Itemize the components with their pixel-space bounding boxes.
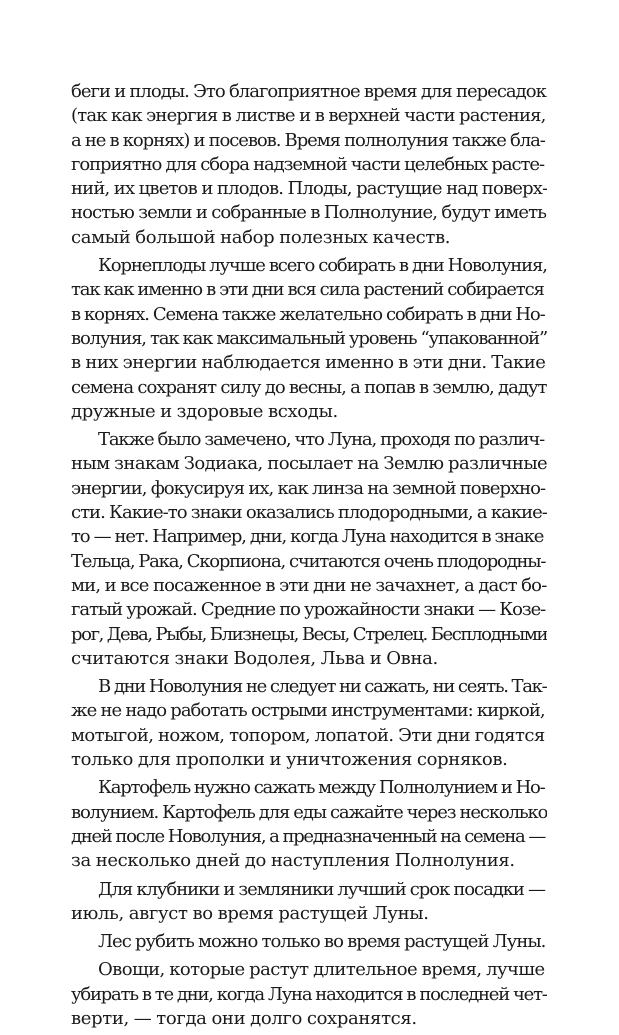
text-line: Также было замечено, что Луна, проходя по различ- [98, 429, 545, 451]
text-line: же не надо работать острыми инструментами: киркой, [71, 700, 545, 722]
text-line: рог, Дева, Рыбы, Близнецы, Весы, Стрелец. Бесплодными [71, 623, 547, 645]
text-line: волуния, так как максимальный уровень “упакованной” [71, 327, 547, 349]
text-line: в них энергии наблюдается именно в эти дни. Такие [71, 352, 546, 374]
text-line: самый большой набор полезных качеств. [71, 226, 451, 248]
text-line: Тельца, Рака, Скорпиона, считаются очень плодородны- [71, 550, 546, 572]
text-line: то — нет. Например, дни, когда Луна находится в знаке [71, 526, 544, 548]
paragraph-8 [71, 958, 547, 1031]
text-line: верти, — тогда они долго сохранятся. [71, 1007, 417, 1029]
text-line: Для клубники и земляники лучший срок посадки — [98, 878, 545, 900]
text-line: гоприятно для сбора надземной части целебных расте- [71, 153, 545, 175]
text-line: июль, август во время растущей Луны. [71, 902, 429, 924]
text-line: только для прополки и уничтожения сорняков. [71, 749, 508, 771]
paragraph-4 [71, 675, 547, 772]
paragraph-5 [71, 776, 547, 873]
text-line: так как именно в эти дни вся сила растений собирается [71, 279, 544, 301]
text-line: ми, и все посаженное в эти дни не зачахнет, а даст бо- [71, 574, 547, 596]
text-line: дружные и здоровые всходы. [71, 400, 338, 422]
text-line: сти. Какие-то знаки оказались плодородными, а какие- [71, 502, 547, 524]
text-line: дней после Новолуния, а предназначенный на семена — [71, 825, 546, 847]
text-line: ностью земли и собранные в Полнолуние, будут иметь [71, 202, 547, 224]
paragraph-1 [71, 80, 547, 250]
text-line: гатый урожай. Средние по урожайности знаки — Козе- [71, 599, 546, 621]
text-line: беги и плоды. Это благоприятное время для пересадок [71, 81, 546, 102]
text-line: В дни Новолуния не следует ни сажать, ни сеять. Так- [98, 676, 547, 698]
text-line: Лес рубить можно только во время растущей Луны. [98, 931, 546, 953]
text-line: ным знакам Зодиака, посылает на Землю различные [71, 453, 547, 475]
paragraph-3 [71, 428, 547, 671]
text-line: Корнеплоды лучше всего собирать в дни Новолуния, [98, 255, 547, 277]
text-line: а не в корнях) и посевов. Время полнолуния также бла- [71, 129, 545, 151]
text-line: семена сохранят силу до весны, а попав в землю, дадут [71, 376, 547, 398]
text-line: убирать в те дни, когда Луна находится в последней чет- [71, 983, 547, 1005]
text-line: волунием. Картофель для еды сажайте через несколько [71, 801, 547, 823]
book-page [71, 80, 547, 1035]
paragraph-2 [71, 254, 547, 424]
paragraph-7 [71, 930, 547, 954]
text-line: мотыгой, ножом, топором, лопатой. Эти дни годятся [71, 724, 545, 746]
text-line: Овощи, которые растут длительное время, лучше [98, 959, 545, 981]
text-line: ний, их цветов и плодов. Плоды, растущие над поверх- [71, 178, 547, 200]
text-line: Картофель нужно сажать между Полнолунием и Но- [98, 777, 545, 799]
text-line: за несколько дней до наступления Полнолуния. [71, 850, 515, 872]
text-line: (так как энергия в листве и в верхней части растения, [71, 105, 546, 127]
text-line: в корнях. Семена также желательно собирать в дни Но- [71, 303, 545, 325]
text-line: считаются знаки Водолея, Льва и Овна. [71, 647, 438, 669]
paragraph-6 [71, 878, 547, 927]
text-line: энергии, фокусируя их, как линза на земной поверхно- [71, 477, 546, 499]
